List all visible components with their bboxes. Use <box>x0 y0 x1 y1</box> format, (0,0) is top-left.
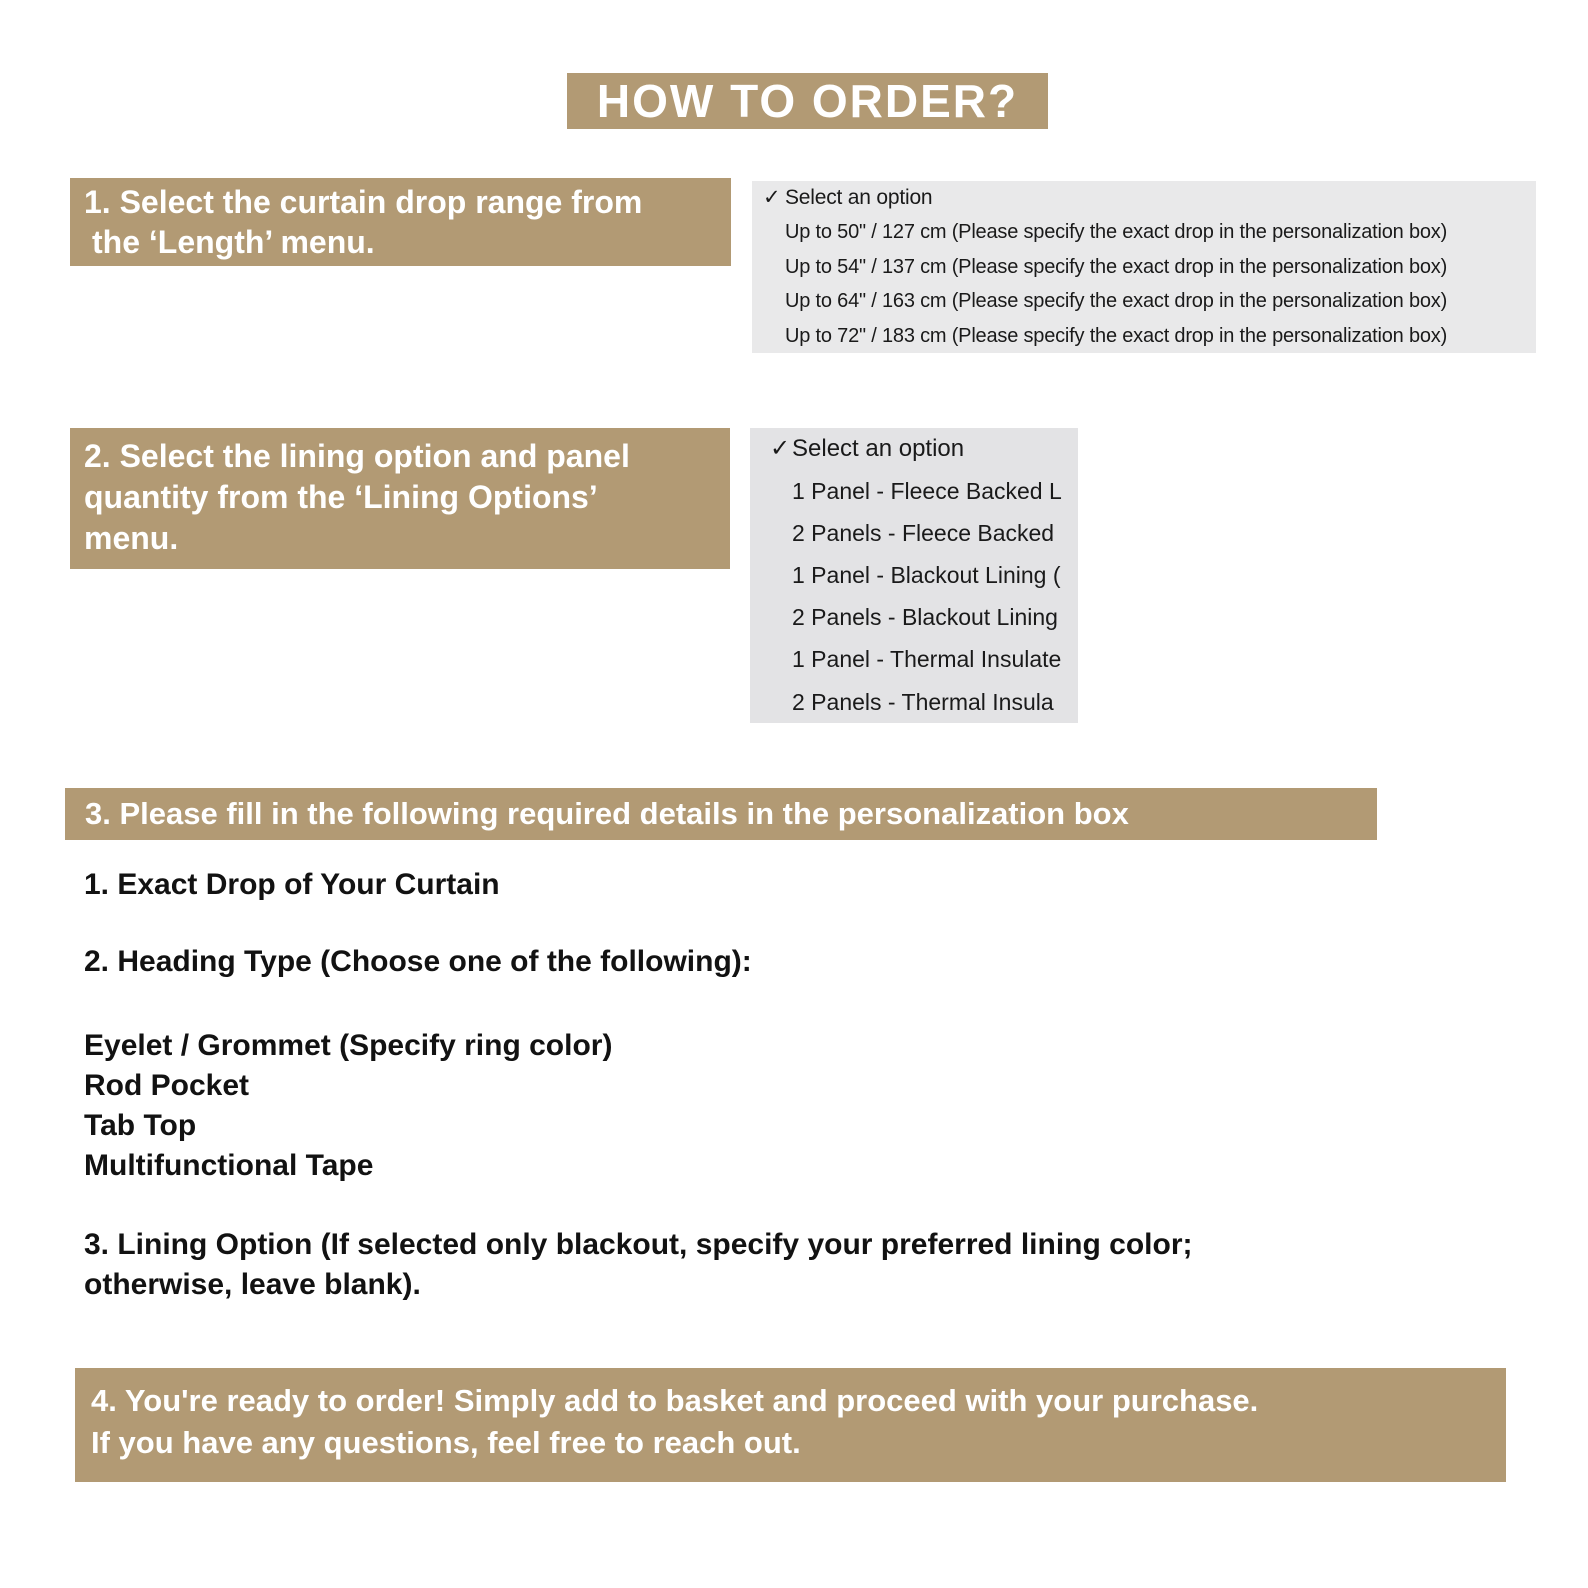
lining-selected-label: Select an option <box>792 435 965 462</box>
lining-option[interactable]: 2 Panels - Fleece Backed <box>792 520 1055 547</box>
step2-instruction-box <box>70 428 730 569</box>
heading-type-item: Eyelet / Grommet (Specify ring color) <box>84 1029 613 1062</box>
detail-heading-type: 2. Heading Type (Choose one of the following): <box>84 945 752 978</box>
length-selected-label: Select an option <box>785 186 933 209</box>
step2-line: quantity from the ‘Lining Options’ <box>84 479 598 515</box>
step1-instruction-box <box>70 178 731 266</box>
step1-line: the ‘Length’ menu. <box>92 224 375 260</box>
lining-option[interactable]: 2 Panels - Thermal Insula <box>792 688 1054 715</box>
page-title: HOW TO ORDER? <box>567 73 1048 129</box>
length-option[interactable]: Up to 54" / 137 cm (Please specify the exact drop in the personalization box) <box>785 255 1448 278</box>
step2-line: 2. Select the lining option and panel <box>84 438 630 474</box>
heading-type-item: Multifunctional Tape <box>84 1149 374 1182</box>
lining-options-dropdown-menu[interactable] <box>750 428 1078 723</box>
step2-line: menu. <box>84 520 179 556</box>
detail-lining-option <box>84 1225 1193 1305</box>
lining-option[interactable]: 1 Panel - Thermal Insulate <box>792 646 1062 673</box>
lining-option[interactable]: 1 Panel - Blackout Lining ( <box>792 562 1061 589</box>
length-dropdown-menu[interactable] <box>752 181 1536 353</box>
lining-option[interactable]: 1 Panel - Fleece Backed L <box>792 478 1062 505</box>
heading-type-item: Tab Top <box>84 1109 197 1142</box>
step3-instruction-banner: 3. Please fill in the following required details in the personalization box <box>65 788 1377 840</box>
length-selected-option[interactable] <box>752 181 1536 215</box>
length-option[interactable]: Up to 50" / 127 cm (Please specify the exact drop in the personalization box) <box>785 221 1448 244</box>
detail-lining-line: 3. Lining Option (If selected only blackout, specify your preferred lining color; <box>84 1228 1193 1261</box>
step4-line: 4. You're ready to order! Simply add to basket and proceed with your purchase. <box>91 1383 1259 1418</box>
step4-line: If you have any questions, feel free to reach out. <box>91 1425 801 1460</box>
length-option[interactable]: Up to 72" / 183 cm (Please specify the exact drop in the personalization box) <box>785 324 1448 347</box>
checkmark-icon: ✓ <box>770 435 791 462</box>
length-option[interactable]: Up to 64" / 163 cm (Please specify the exact drop in the personalization box) <box>785 290 1448 313</box>
step1-line: 1. Select the curtain drop range from <box>84 184 643 220</box>
step4-instruction-box <box>75 1368 1506 1482</box>
lining-option[interactable]: 2 Panels - Blackout Lining <box>792 604 1058 631</box>
checkmark-icon: ✓ <box>763 186 781 209</box>
heading-type-item: Rod Pocket <box>84 1069 250 1102</box>
detail-exact-drop: 1. Exact Drop of Your Curtain <box>84 868 500 901</box>
detail-lining-line: otherwise, leave blank). <box>84 1268 421 1301</box>
lining-selected-option[interactable] <box>750 428 1078 470</box>
heading-type-list <box>84 1026 612 1186</box>
